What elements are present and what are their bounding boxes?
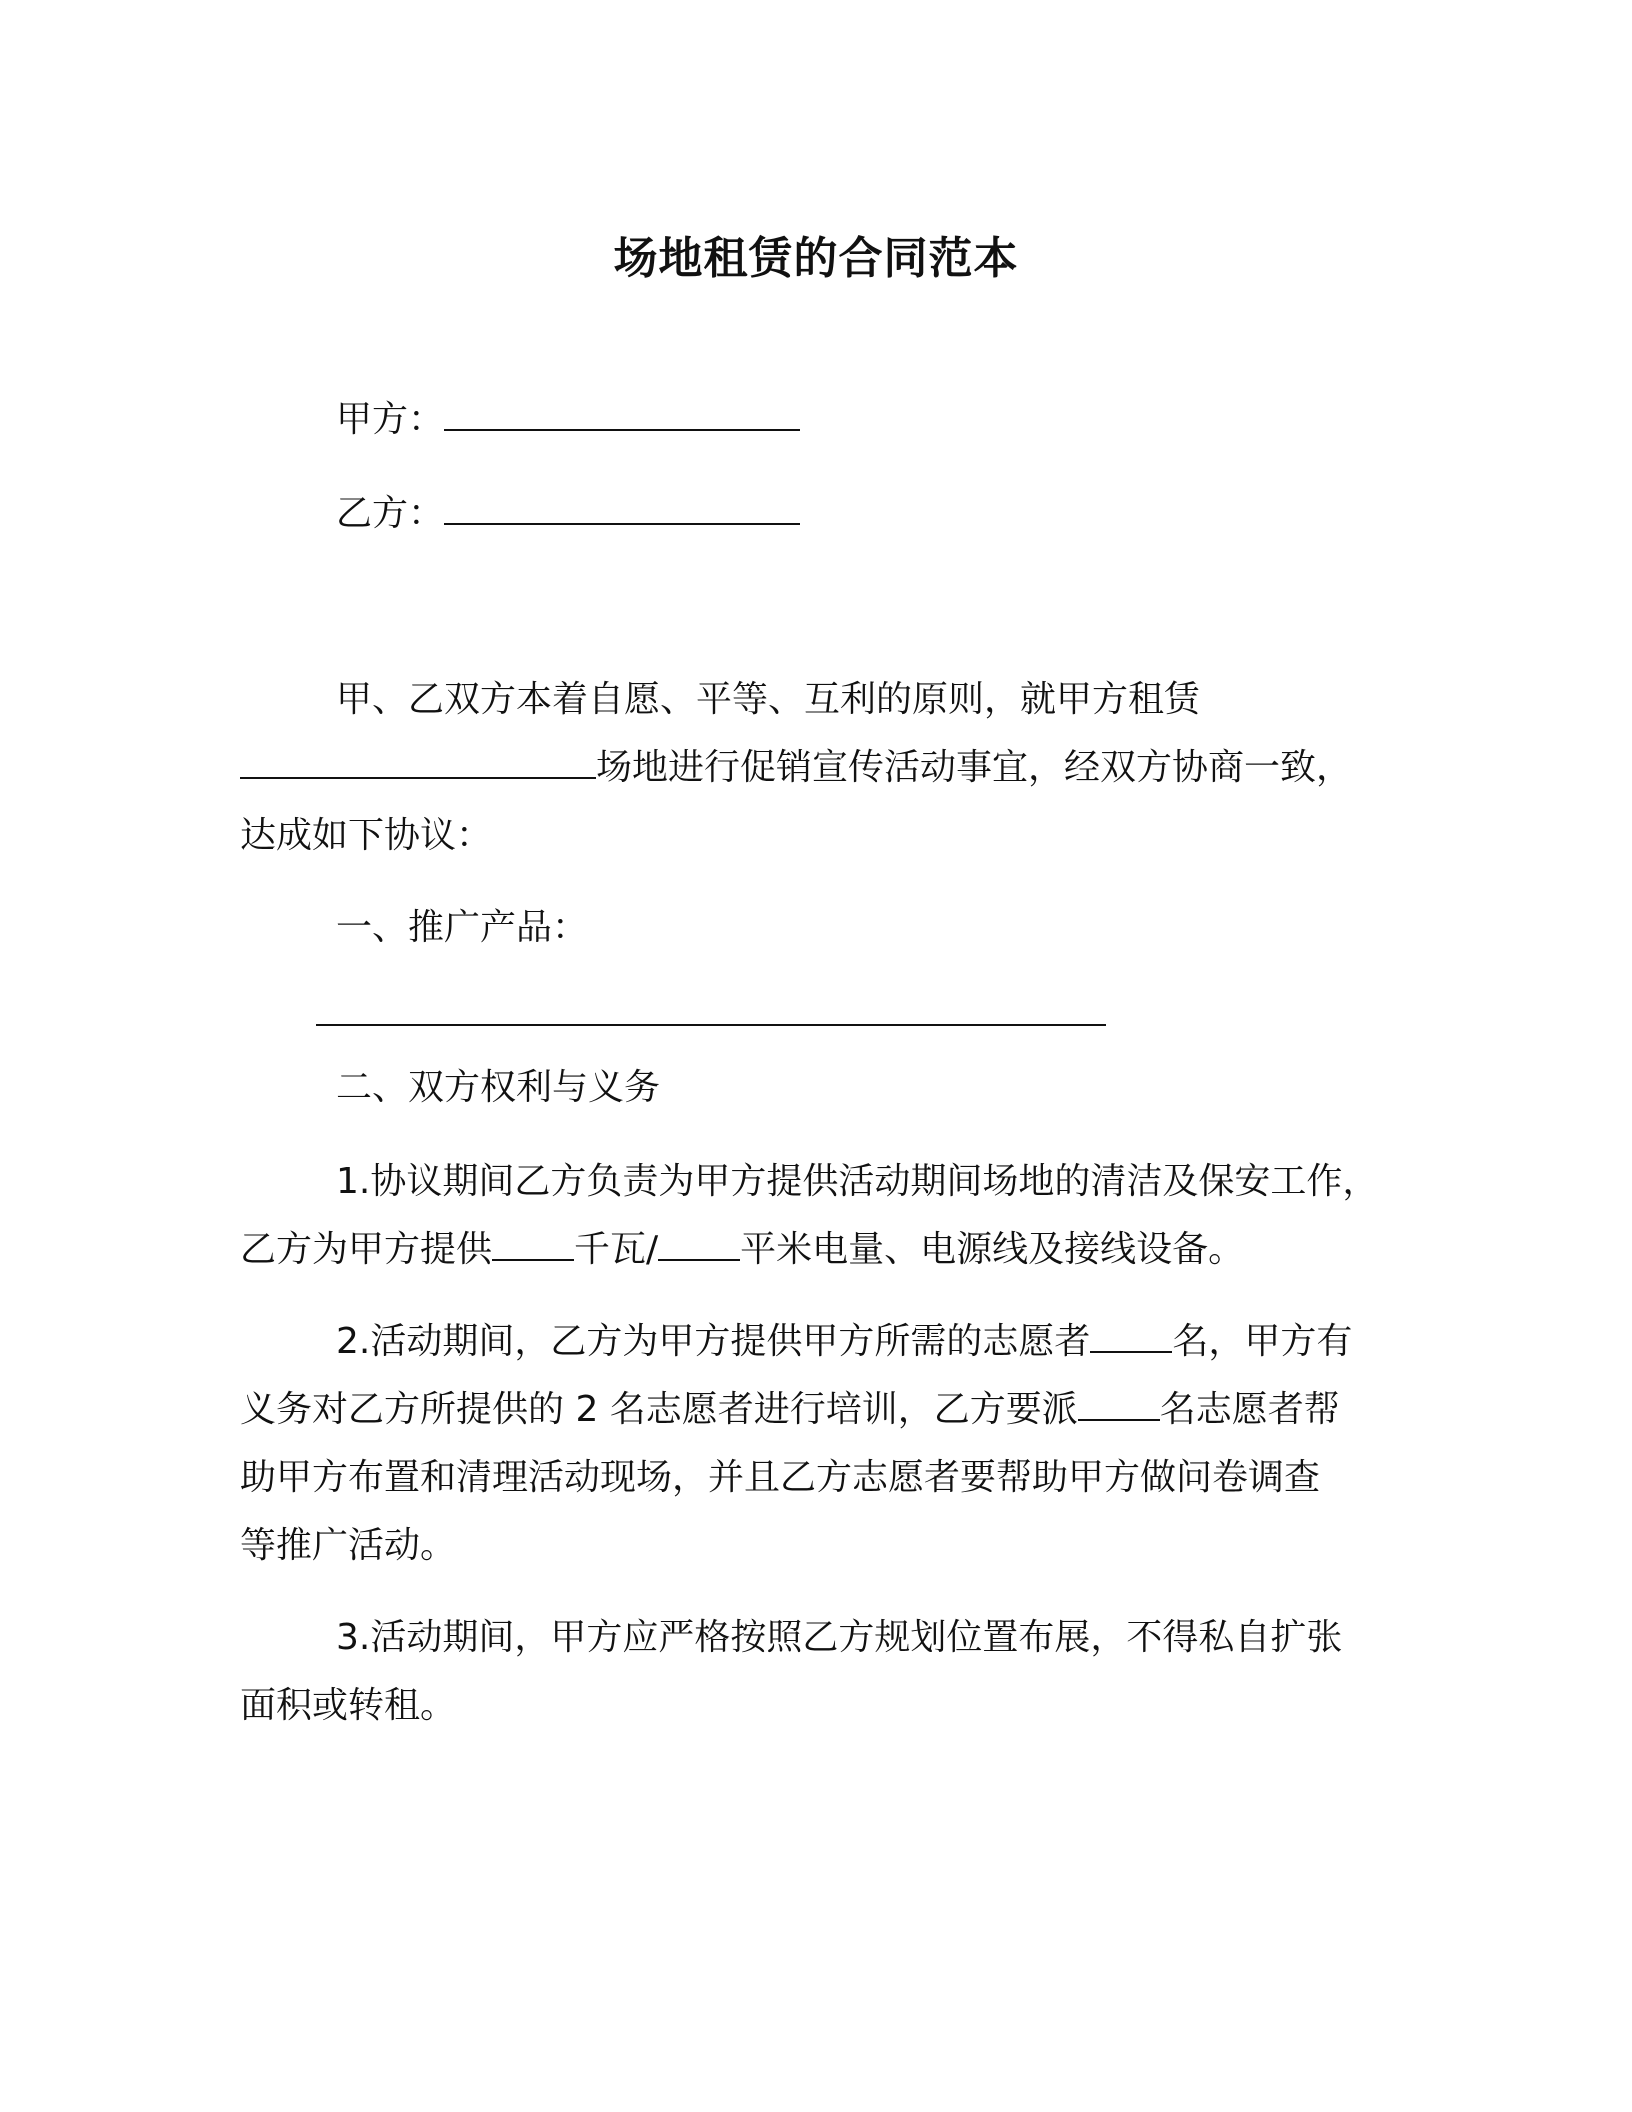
- section-1-heading: 一、推广产品：: [336, 907, 589, 948]
- party-b-line: [336, 490, 800, 538]
- clause-2-line-2: [240, 1386, 1340, 1434]
- clause-2-line-4: 等推广活动。: [240, 1525, 457, 1566]
- clause-2-line-1: [336, 1318, 1352, 1366]
- clause-1-text-c: 平米电量、电源线及接线设备。: [740, 1229, 1245, 1270]
- clause-3-line-2: 面积或转租。: [240, 1685, 457, 1726]
- clause-1-text-a: 乙方为甲方提供: [240, 1229, 493, 1270]
- intro-line-2: [240, 744, 1352, 792]
- party-a-label: 甲方：: [336, 399, 445, 440]
- square-meter-blank: [658, 1229, 740, 1261]
- kilowatt-blank: [492, 1229, 574, 1261]
- intro-line-3: 达成如下协议：: [240, 815, 493, 856]
- venue-blank: [240, 747, 596, 779]
- clause-2-text-b: 名，甲方有: [1172, 1321, 1353, 1362]
- volunteer-count-blank: [1090, 1321, 1172, 1353]
- clause-2-text-a: 2.活动期间，乙方为甲方提供甲方所需的志愿者: [336, 1321, 1091, 1362]
- clause-1-line-2: [240, 1226, 1244, 1274]
- clause-2-text-d: 名志愿者帮: [1159, 1389, 1340, 1430]
- party-b-blank: [444, 493, 800, 525]
- dispatch-volunteer-blank: [1078, 1389, 1160, 1421]
- clause-1-text-b: 千瓦/: [574, 1229, 659, 1270]
- product-blank-line: [316, 1024, 1106, 1026]
- clause-1-line-1: 1.协议期间乙方负责为甲方提供活动期间场地的清洁及保安工作，: [336, 1161, 1379, 1202]
- clause-2-line-3: 助甲方布置和清理活动现场，并且乙方志愿者要帮助甲方做问卷调查: [240, 1457, 1321, 1498]
- party-b-label: 乙方：: [336, 493, 445, 534]
- clause-3-line-1: 3.活动期间，甲方应严格按照乙方规划位置布展，不得私自扩张: [336, 1617, 1343, 1658]
- party-a-blank: [444, 399, 800, 431]
- clause-2-text-c: 义务对乙方所提供的 2 名志愿者进行培训，乙方要派: [240, 1389, 1078, 1430]
- intro-line-2-text: 场地进行促销宣传活动事宜，经双方协商一致，: [596, 747, 1353, 788]
- section-2-heading: 二、双方权利与义务: [336, 1067, 661, 1108]
- party-a-line: [336, 396, 800, 444]
- page-title: 场地租赁的合同范本: [613, 233, 1019, 284]
- intro-line-1: 甲、乙双方本着自愿、平等、互利的原则，就甲方租赁: [336, 679, 1201, 720]
